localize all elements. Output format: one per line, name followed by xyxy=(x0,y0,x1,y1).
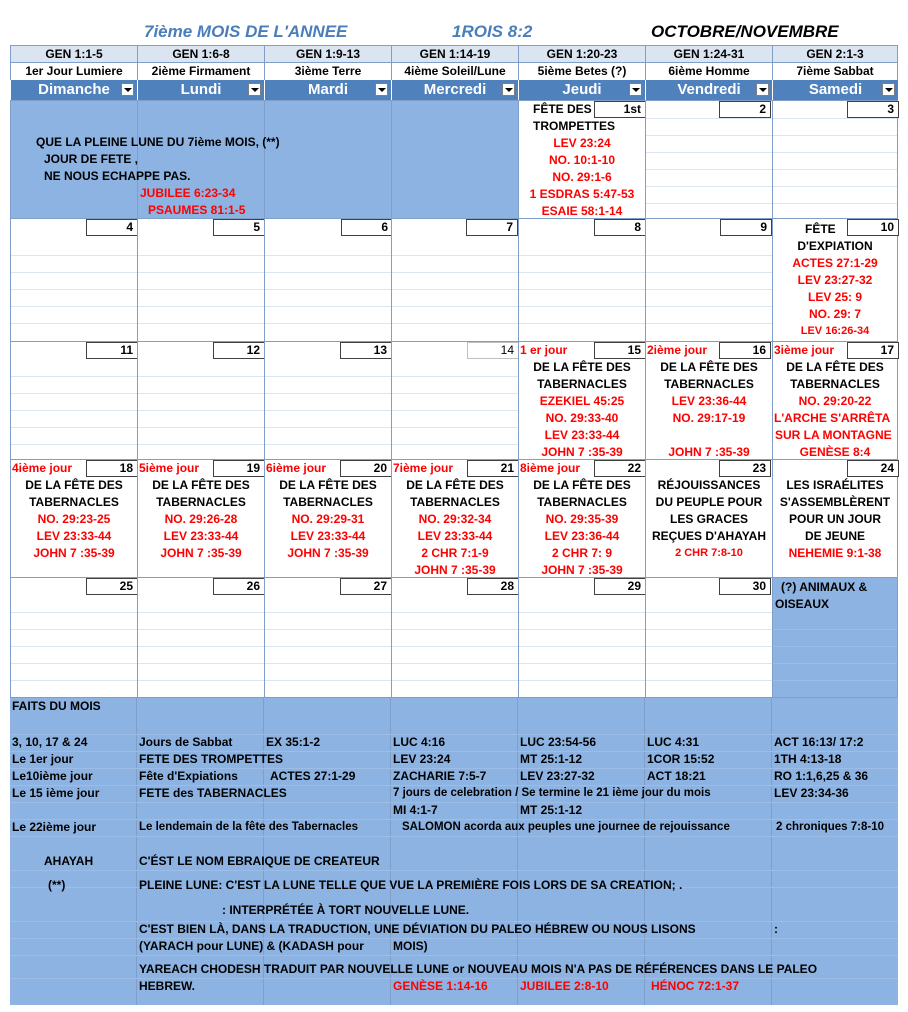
day-number: 16 xyxy=(719,342,771,359)
day-number: 19 xyxy=(213,460,265,477)
event-line: DE LA FÊTE DES xyxy=(660,360,758,374)
scripture-ref: JUBILEE 6:23-34 xyxy=(140,186,236,200)
day-cell-17[interactable] xyxy=(772,341,898,459)
day-number: 5 xyxy=(213,219,265,236)
day-number: 18 xyxy=(86,460,138,477)
scripture-ref: NO. 29:26-28 xyxy=(164,512,238,526)
day-number: 15 xyxy=(594,342,646,359)
fact-cell: 1COR 15:52 xyxy=(647,752,715,766)
day-number: 30 xyxy=(719,578,771,595)
fact-cell: Le10ième jour xyxy=(12,769,93,783)
day-number: 10 xyxy=(847,219,899,236)
scripture-ref: LEV 25: 9 xyxy=(807,290,863,304)
creation-day-6: 6ième Homme xyxy=(645,63,772,80)
fact-cell: FETE DES TROMPETTES xyxy=(139,752,284,766)
scripture-ref: LEV 23:33-44 xyxy=(36,529,112,543)
day-cell-1[interactable] xyxy=(518,100,645,218)
scripture-ref: JOHN 7 :35-39 xyxy=(160,546,242,560)
event-line: TABERNACLES xyxy=(29,495,119,509)
event-line: FÊTE DES xyxy=(533,102,592,116)
creation-day-3: 3ième Terre xyxy=(264,63,391,80)
day-cell-3[interactable] xyxy=(772,100,898,218)
day-number: 13 xyxy=(340,342,392,359)
event-line: D'EXPIATION xyxy=(797,239,873,253)
fact-cell: LUC 23:54-56 xyxy=(520,735,597,749)
day-cell-23[interactable] xyxy=(645,459,772,577)
day-number: 22 xyxy=(594,460,646,477)
note-line: C'EST BIEN LÀ, DANS LA TRADUCTION, UNE DÉVIATION DU PALEO HÉBREW OU NOUS LISONS xyxy=(139,922,696,936)
fact-cell: MT 25:1-12 xyxy=(520,752,583,766)
fact-cell: FETE des TABERNACLES xyxy=(139,786,287,800)
day-cell-9[interactable] xyxy=(645,218,772,341)
day-cell-2[interactable] xyxy=(645,100,772,218)
month-title: 7ième MOIS DE L'ANNEE xyxy=(144,22,348,41)
filter-dropdown-icon[interactable] xyxy=(756,83,769,96)
scripture-ref: JOHN 7 :35-39 xyxy=(541,445,623,459)
day-cell-8[interactable] xyxy=(518,218,645,341)
scripture-ref: JUBILEE 2:8-10 xyxy=(520,979,609,993)
facts-heading: FAITS DU MOIS xyxy=(12,699,101,713)
scripture-ref: 1 ESDRAS 5:47-53 xyxy=(529,187,635,201)
event-line: LES ISRAÉLITES xyxy=(786,478,884,492)
gen-ref-2: GEN 1:6-8 xyxy=(137,45,264,63)
fact-cell: EX 35:1-2 xyxy=(266,735,321,749)
ahayah-label: AHAYAH xyxy=(44,854,94,868)
note-line: PLEINE LUNE: C'EST LA LUNE TELLE QUE VUE LA PREMIÈRE FOIS LORS DE SA CREATION; . xyxy=(139,878,683,892)
day-number: 3 xyxy=(847,101,899,118)
scripture-ref: EZEKIEL 45:25 xyxy=(539,394,625,408)
period-title: OCTOBRE/NOVEMBRE xyxy=(651,22,839,41)
scripture-ref: JOHN 7 :35-39 xyxy=(33,546,115,560)
day-number: 12 xyxy=(213,342,265,359)
weekday-label: Jeudi xyxy=(562,81,602,98)
day-number: 14 xyxy=(467,342,519,359)
event-line: S'ASSEMBLÈRENT xyxy=(779,495,891,509)
fact-cell: ACTES 27:1-29 xyxy=(270,769,356,783)
day-cell-27[interactable] xyxy=(264,577,391,697)
weekday-header-lundi xyxy=(137,80,264,100)
day-cell-22[interactable] xyxy=(518,459,645,577)
scripture-ref: LEV 23:36-44 xyxy=(671,394,747,408)
feast-day-label: 3ième jour xyxy=(774,343,835,357)
gen-ref-4: GEN 1:14-19 xyxy=(391,45,518,63)
day-cell-4[interactable] xyxy=(10,218,137,341)
fact-cell: LEV 23:24 xyxy=(393,752,451,766)
scripture-ref: ESAIE 58:1-14 xyxy=(541,204,623,218)
day-number: 26 xyxy=(213,578,265,595)
gen-ref-7: GEN 2:1-3 xyxy=(772,45,898,63)
facts-section xyxy=(10,697,898,1005)
weekday-header-jeudi xyxy=(518,80,645,100)
filter-dropdown-icon[interactable] xyxy=(629,83,642,96)
fact-cell: SALOMON acorda aux peuples une journee de rejouissance xyxy=(402,821,730,833)
day-number: 17 xyxy=(847,342,899,359)
fact-cell: Fête d'Expiations xyxy=(139,769,238,783)
day-number: 28 xyxy=(467,578,519,595)
scripture-ref: LEV 23:33-44 xyxy=(163,529,239,543)
scripture-ref: GENÈSE 1:14-16 xyxy=(393,979,488,993)
day-cell-5[interactable] xyxy=(137,218,264,341)
ahayah-description: C'ÉST LE NOM EBRAIQUE DE CREATEUR xyxy=(139,854,380,868)
day-number: 6 xyxy=(341,219,393,236)
scripture-ref: L'ARCHE S'ARRÊTA xyxy=(774,411,891,425)
fact-cell: 1TH 4:13-18 xyxy=(774,752,842,766)
scripture-ref: HÉNOC 72:1-37 xyxy=(651,979,740,993)
weekday-label: Samedi xyxy=(808,81,863,98)
scripture-ref: NO. 29: 7 xyxy=(808,307,862,321)
event-line: DE LA FÊTE DES xyxy=(279,478,377,492)
feast-day-label: 2ième jour xyxy=(647,343,708,357)
fact-cell: LEV 23:27-32 xyxy=(520,769,595,783)
day-cell-11[interactable] xyxy=(10,341,137,459)
event-line: DE LA FÊTE DES xyxy=(406,478,504,492)
event-line: TABERNACLES xyxy=(537,495,627,509)
fact-cell: ACT 18:21 xyxy=(647,769,706,783)
note-line: : xyxy=(774,922,778,936)
note-line: : INTERPRÉTÉE À TORT NOUVELLE LUNE. xyxy=(222,903,470,917)
feast-day-label: 4ième jour xyxy=(12,461,73,475)
day-cell-25[interactable] xyxy=(10,577,137,697)
creation-day-1: 1er Jour Lumiere xyxy=(10,63,137,80)
fact-cell: 2 chroniques 7:8-10 xyxy=(776,821,885,833)
day-number: 9 xyxy=(720,219,772,236)
weekday-header-mercredi xyxy=(391,80,518,100)
weekday-label: Lundi xyxy=(180,81,222,98)
fact-cell: ACT 16:13/ 17:2 xyxy=(774,735,864,749)
fact-cell: ZACHARIE 7:5-7 xyxy=(393,769,487,783)
scripture-ref: NO. 10:1-10 xyxy=(548,153,616,167)
feast-day-label: 8ième jour xyxy=(520,461,581,475)
day-cell-10[interactable] xyxy=(772,218,898,341)
scripture-ref: NO. 29:29-31 xyxy=(291,512,365,526)
day-number: 27 xyxy=(340,578,392,595)
scripture-ref: NO. 29:32-34 xyxy=(418,512,492,526)
scripture-ref: JOHN 7 :35-39 xyxy=(668,445,750,459)
note-line: (YARACH pour LUNE) & (KADASH pour xyxy=(139,939,364,953)
filter-dropdown-icon[interactable] xyxy=(121,83,134,96)
weekday-label: Vendredi xyxy=(677,81,741,98)
day-cell-6[interactable] xyxy=(264,218,391,341)
scripture-ref: LEV 23:33-44 xyxy=(544,428,620,442)
day-cell-26[interactable] xyxy=(137,577,264,697)
creation-day-2: 2ième Firmament xyxy=(137,63,264,80)
fact-cell: RO 1:1,6,25 & 36 xyxy=(774,769,869,783)
feast-day-label: 6ième jour xyxy=(266,461,327,475)
scripture-ref: 2 CHR 7:8-10 xyxy=(675,547,743,559)
fact-cell: Le 22ième jour xyxy=(12,820,97,834)
creation-day-7: 7ième Sabbat xyxy=(772,63,898,80)
note-line: HEBREW. xyxy=(139,979,196,993)
scripture-ref: NO. 29:33-40 xyxy=(545,411,619,425)
feast-day-label: 7ième jour xyxy=(393,461,454,475)
event-line: FÊTE xyxy=(805,222,836,236)
weekday-header-vendredi xyxy=(645,80,772,100)
weekday-label: Mercredi xyxy=(423,81,487,98)
event-line: REÇUES D'AHAYAH xyxy=(652,529,766,543)
filter-dropdown-icon[interactable] xyxy=(502,83,515,96)
day-number: 25 xyxy=(86,578,138,595)
scripture-ref: NO. 29:1-6 xyxy=(552,170,612,184)
day-cell-animals[interactable] xyxy=(772,577,898,697)
day-number: 21 xyxy=(467,460,519,477)
weekday-header-dimanche xyxy=(10,80,137,100)
scripture-ref: 2 CHR 7: 9 xyxy=(551,546,613,560)
creation-day-4: 4ième Soleil/Lune xyxy=(391,63,518,80)
scripture-ref: LEV 23:36-44 xyxy=(544,529,620,543)
fact-cell: Le 1er jour xyxy=(12,752,74,766)
event-line: LES GRACES xyxy=(669,512,748,526)
scripture-ref: NO. 29:35-39 xyxy=(545,512,619,526)
scripture-ref: LEV 23:33-44 xyxy=(290,529,366,543)
event-line: DE LA FÊTE DES xyxy=(25,478,123,492)
day-number: 24 xyxy=(847,460,899,477)
day-cell-15[interactable] xyxy=(518,341,645,459)
event-line: TABERNACLES xyxy=(156,495,246,509)
day-cell-30[interactable] xyxy=(645,577,772,697)
fact-cell: Le lendemain de la fête des Tabernacles xyxy=(139,821,359,833)
filter-dropdown-icon[interactable] xyxy=(248,83,261,96)
day-number: 20 xyxy=(340,460,392,477)
fact-cell: Jours de Sabbat xyxy=(139,735,233,749)
gen-ref-6: GEN 1:24-31 xyxy=(645,45,772,63)
day-number: 4 xyxy=(86,219,138,236)
day-cell-28[interactable] xyxy=(391,577,518,697)
event-line: TABERNACLES xyxy=(410,495,500,509)
gen-ref-3: GEN 1:9-13 xyxy=(264,45,391,63)
weekday-header-mardi xyxy=(264,80,391,100)
scripture-ref: LEV 16:26-34 xyxy=(800,325,870,337)
day-cell-14[interactable] xyxy=(391,341,518,459)
gen-ref-5: GEN 1:20-23 xyxy=(518,45,645,63)
fact-cell: 3, 10, 17 & 24 xyxy=(12,735,88,749)
gen-ref-1: GEN 1:1-5 xyxy=(10,45,137,63)
event-line: OISEAUX xyxy=(775,597,830,611)
scripture-ref: NO. 29:20-22 xyxy=(798,394,872,408)
event-line: DE LA FÊTE DES xyxy=(152,478,250,492)
moon-note-line-2: JOUR DE FETE , xyxy=(44,152,139,166)
scripture-ref: LEV 23:24 xyxy=(553,136,611,150)
day-cell-21[interactable] xyxy=(391,459,518,577)
event-line: TABERNACLES xyxy=(664,377,754,391)
day-number: 29 xyxy=(594,578,646,595)
filter-dropdown-icon[interactable] xyxy=(375,83,388,96)
event-line: DE JEUNE xyxy=(804,529,866,543)
event-line: TABERNACLES xyxy=(283,495,373,509)
day-cell-19[interactable] xyxy=(137,459,264,577)
scripture-ref: ACTES 27:1-29 xyxy=(792,256,878,270)
scripture-ref: JOHN 7 :35-39 xyxy=(541,563,623,577)
scripture-ref: LEV 23:33-44 xyxy=(417,529,493,543)
event-line: DE LA FÊTE DES xyxy=(533,478,631,492)
day-cell-16[interactable] xyxy=(645,341,772,459)
event-line: RÉJOUISSANCES xyxy=(657,478,761,492)
note-line: YAREACH CHODESH TRADUIT PAR NOUVELLE LUNE or NOUVEAU MOIS N'A PAS DE RÉFÉRENCES DANS LE PALEO xyxy=(139,962,818,976)
day-number: 23 xyxy=(719,460,771,477)
weekday-header-samedi xyxy=(772,80,898,100)
day-number: 8 xyxy=(594,219,646,236)
event-line: DU PEUPLE POUR xyxy=(655,495,763,509)
event-line: DE LA FÊTE DES xyxy=(533,360,631,374)
fact-cell: 7 jours de celebration / Se termine le 21 ième jour du mois xyxy=(393,787,711,799)
scripture-ref: 2 CHR 7:1-9 xyxy=(421,546,489,560)
feast-day-label: 1 er jour xyxy=(520,343,568,357)
note-line: MOIS) xyxy=(393,939,428,953)
day-number: 7 xyxy=(466,219,518,236)
creation-day-5: 5ième Betes (?) xyxy=(518,63,645,80)
footnote-marker: (**) xyxy=(48,878,66,892)
event-line: TROMPETTES xyxy=(533,119,616,133)
scripture-ref: NEHEMIE 9:1-38 xyxy=(788,546,882,560)
moon-note-line-1: QUE LA PLEINE LUNE DU 7ième MOIS, (**) xyxy=(36,135,280,149)
fact-cell: LUC 4:31 xyxy=(647,735,700,749)
event-line: (?) ANIMAUX & xyxy=(781,580,868,594)
fact-cell: LEV 23:34-36 xyxy=(774,786,849,800)
weekday-label: Dimanche xyxy=(38,81,110,98)
day-cell-7[interactable] xyxy=(391,218,518,341)
day-cell-12[interactable] xyxy=(137,341,264,459)
scripture-ref: JOHN 7 :35-39 xyxy=(287,546,369,560)
day-cell-24[interactable] xyxy=(772,459,898,577)
scripture-reference: 1ROIS 8:2 xyxy=(452,22,533,41)
feast-day-label: 5ième jour xyxy=(139,461,200,475)
moon-note-line-3: NE NOUS ECHAPPE PAS. xyxy=(44,169,191,183)
fact-cell: LUC 4:16 xyxy=(393,735,446,749)
scripture-ref: LEV 23:27-32 xyxy=(797,273,873,287)
scripture-ref: JOHN 7 :35-39 xyxy=(414,563,496,577)
scripture-ref: NO. 29:23-25 xyxy=(37,512,111,526)
day-number: 11 xyxy=(86,342,138,359)
fact-cell: Le 15 ième jour xyxy=(12,786,100,800)
day-cell-13[interactable] xyxy=(264,341,391,459)
event-line: POUR UN JOUR xyxy=(788,512,881,526)
weekday-label: Mardi xyxy=(307,81,348,98)
event-line: TABERNACLES xyxy=(537,377,627,391)
day-cell[interactable] xyxy=(264,100,391,218)
day-number: 2 xyxy=(719,101,771,118)
filter-dropdown-icon[interactable] xyxy=(882,83,895,96)
scripture-ref: PSAUMES 81:1-5 xyxy=(148,203,246,217)
scripture-ref: NO. 29:17-19 xyxy=(672,411,746,425)
fact-cell: MI 4:1-7 xyxy=(393,803,438,817)
event-line: TABERNACLES xyxy=(790,377,880,391)
day-cell-18[interactable] xyxy=(10,459,137,577)
day-cell-29[interactable] xyxy=(518,577,645,697)
day-cell[interactable] xyxy=(391,100,518,218)
day-number: 1st xyxy=(594,101,646,118)
scripture-ref: SUR LA MONTAGNE xyxy=(775,428,892,442)
event-line: DE LA FÊTE DES xyxy=(786,360,884,374)
day-cell-20[interactable] xyxy=(264,459,391,577)
scripture-ref: GENÈSE 8:4 xyxy=(799,445,871,459)
fact-cell: MT 25:1-12 xyxy=(520,803,583,817)
